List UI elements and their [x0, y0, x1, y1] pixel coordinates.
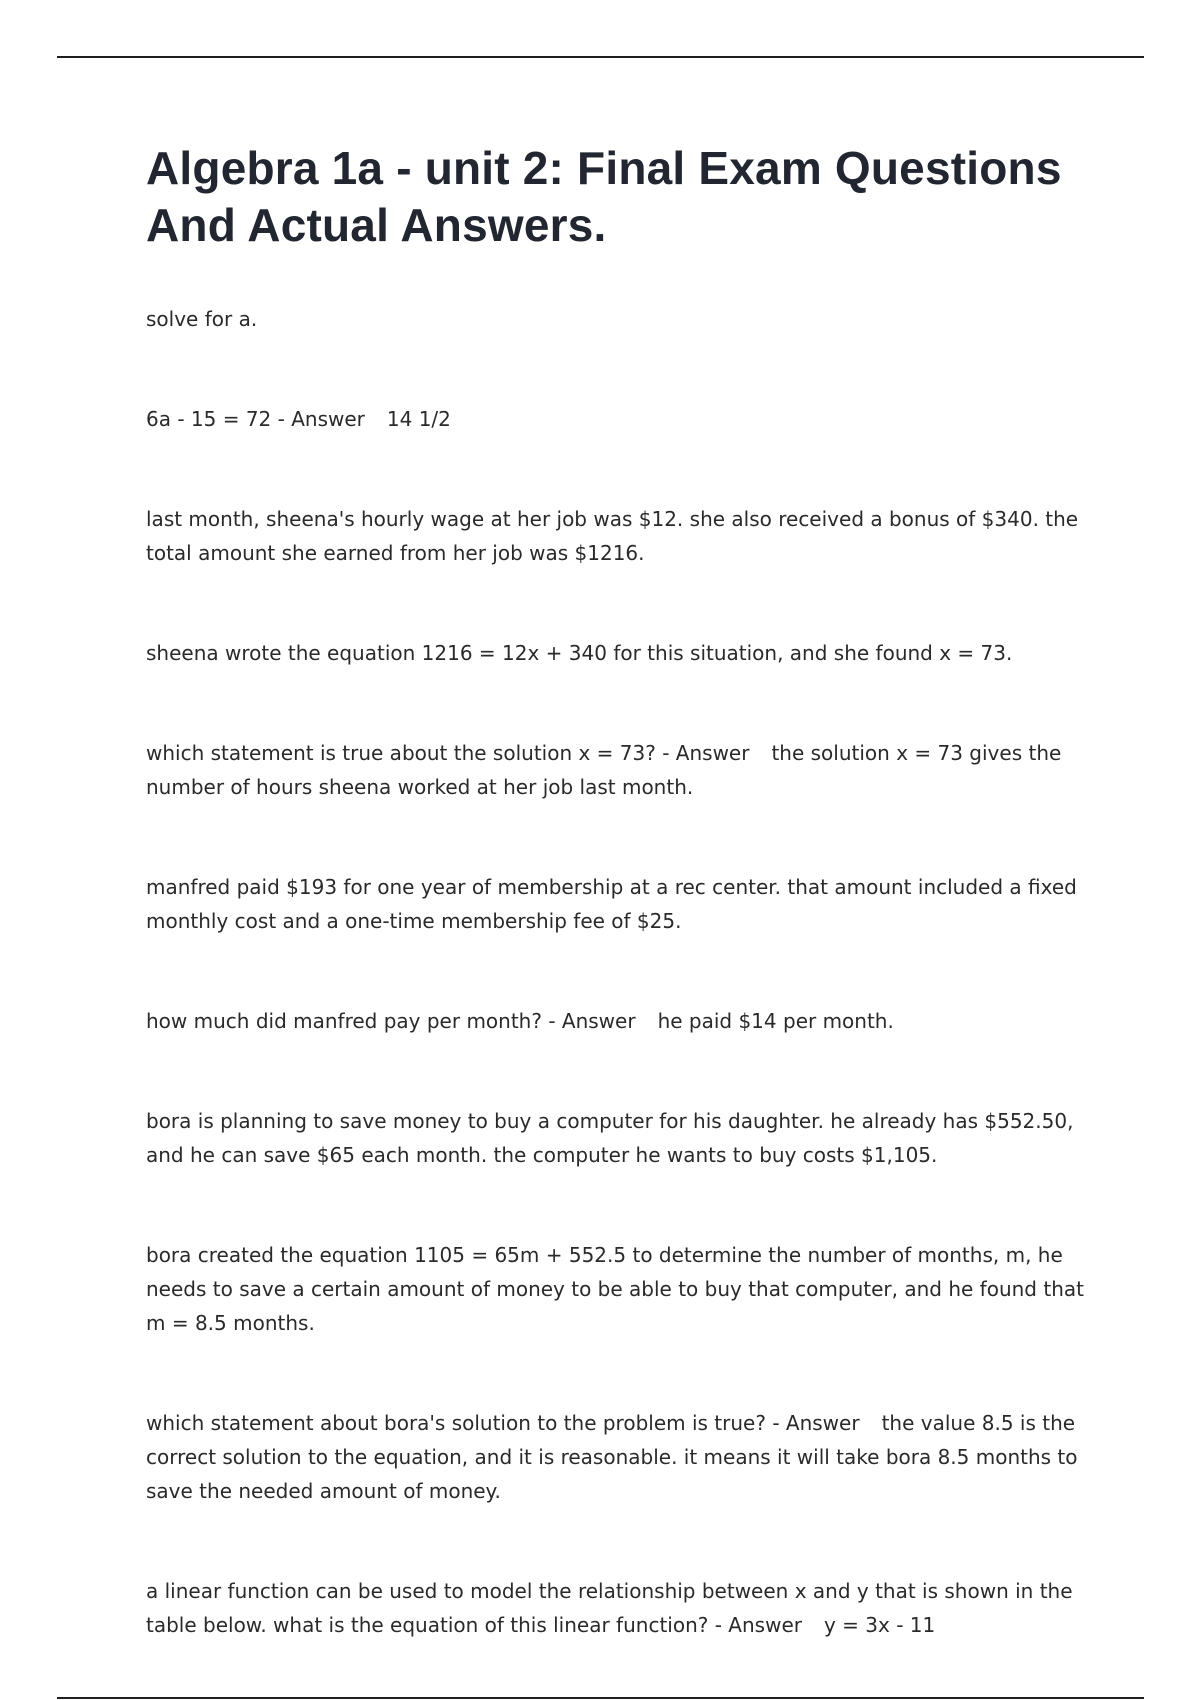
answer-text: y = 3x - 11 — [823, 1613, 936, 1637]
question-answer: which statement is true about the solution x = 73? - Answer the solution x = 73 gives the number of hours sheena worked at her job last month. — [146, 741, 1062, 799]
answer-text: 14 1/2 — [386, 407, 451, 431]
question-text: solve for a. — [146, 307, 258, 331]
question-answer: which statement about bora's solution to the problem is true? - Answer the value 8.5 is the correct solution to the equation, and it is reasonable. it means it will take bora 8.5 months to save the needed amount of money. — [146, 1411, 1078, 1503]
answer-text: he paid $14 per month. — [657, 1009, 894, 1033]
question-text: last month, sheena's hourly wage at her job was $12. she also received a bonus of $340. the total amount she earned from her job was $1216. — [146, 507, 1079, 565]
answer-text: the solution x = 73 gives the number of hours sheena worked at her job last month. — [146, 741, 1062, 799]
question-text: bora is planning to save money to buy a computer for his daughter. he already has $552.50, and he can save $65 each month. the computer he wants to buy costs $1,105. — [146, 1109, 1074, 1167]
top-divider — [57, 56, 1144, 58]
question-answer: how much did manfred pay per month? - Answer he paid $14 per month. — [146, 1009, 894, 1033]
question-text: manfred paid $193 for one year of membership at a rec center. that amount included a fixed monthly cost and a one-time membership fee of $25. — [146, 875, 1077, 933]
question-text: sheena wrote the equation 1216 = 12x + 340 for this situation, and she found x = 73. — [146, 641, 1013, 665]
document-body — [146, 140, 1096, 1642]
bottom-divider — [57, 1697, 1144, 1699]
question-answer: 6a - 15 = 72 - Answer 14 1/2 — [146, 407, 451, 431]
document-title: Algebra 1a - unit 2: Final Exam Questions And Actual Answers. — [146, 142, 1062, 251]
question-text: bora created the equation 1105 = 65m + 552.5 to determine the number of months, m, he needs to save a certain amount of money to be able to buy that computer, and he found that m = 8.5 months. — [146, 1243, 1084, 1335]
answer-text: the value 8.5 is the correct solution to the equation, and it is reasonable. it means it will take bora 8.5 months to save the needed amount of money. — [146, 1411, 1078, 1503]
question-answer: a linear function can be used to model the relationship between x and y that is shown in the table below. what is the equation of this linear function? - Answer y = 3x - 11 — [146, 1579, 1073, 1637]
